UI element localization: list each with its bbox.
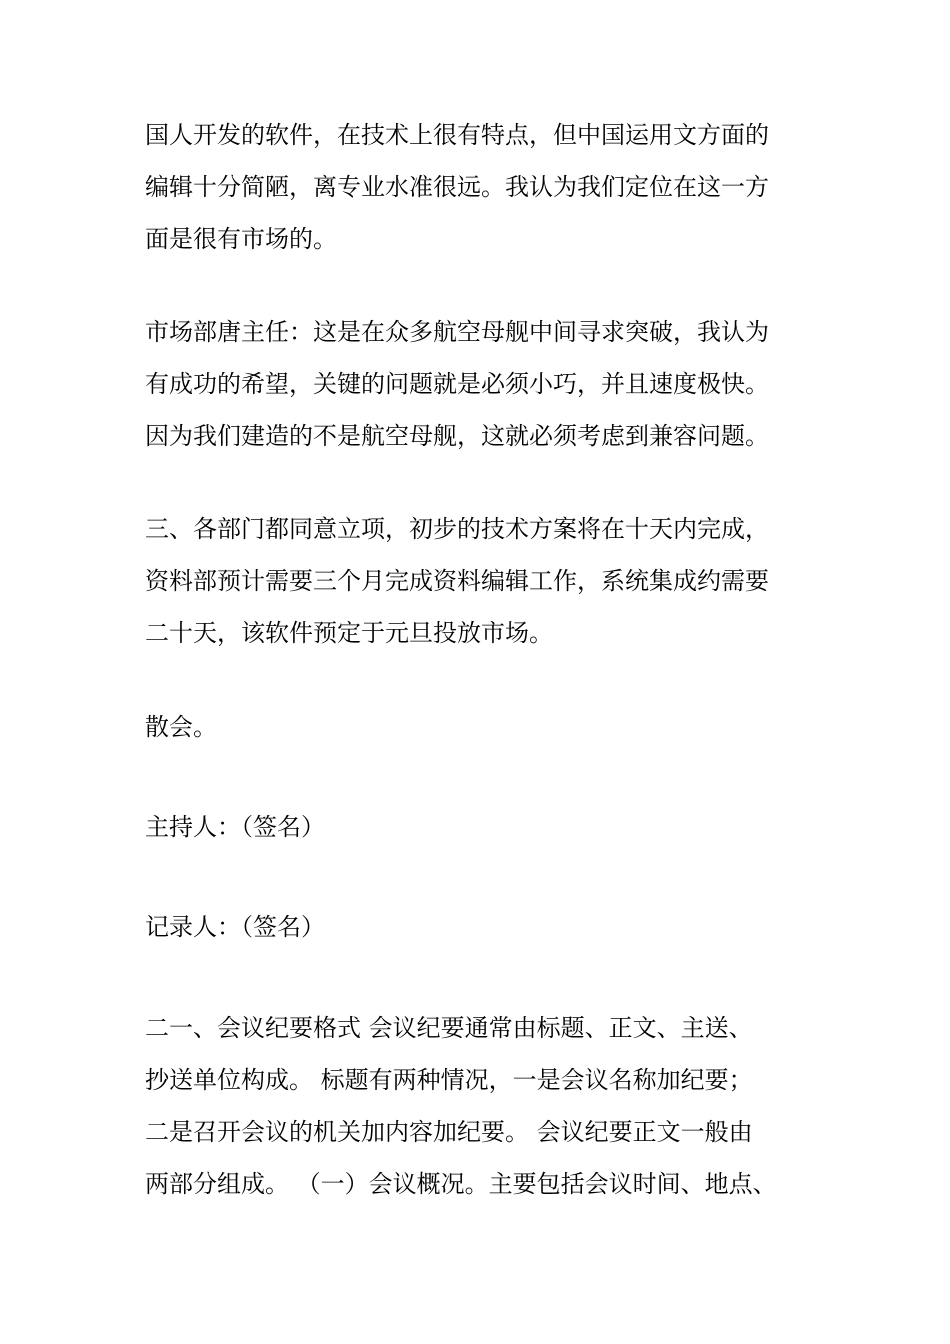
text-line: 主持人：（签名）: [145, 813, 325, 841]
text-line: 国人开发的软件，在技术上很有特点，但中国运用文方面的: [145, 121, 769, 149]
paragraph-adjourn: [145, 701, 825, 753]
text-line: 有成功的希望，关键的问题就是必须小巧，并且速度极快。: [145, 370, 769, 398]
text-line: 两部分组成。 （一）会议概况。主要包括会议时间、地点、: [145, 1170, 777, 1198]
paragraph-resolution-three: [145, 503, 825, 659]
paragraph-recorder-signature: [145, 901, 825, 953]
text-line: 资料部预计需要三个月完成资料编辑工作，系统集成约需要: [145, 567, 769, 595]
text-line: 记录人：（签名）: [145, 913, 325, 941]
paragraph-host-signature: [145, 801, 825, 853]
text-line: 市场部唐主任：这是在众多航空母舰中间寻求突破，我认为: [145, 318, 769, 346]
text-line: 二是召开会议的机关加内容加纪要。 会议纪要正文一般由: [145, 1118, 753, 1146]
paragraph-market-director: [145, 306, 825, 462]
paragraph-minutes-format: [145, 1002, 825, 1210]
text-line: 三、各部门都同意立项，初步的技术方案将在十天内完成，: [145, 515, 769, 543]
text-line: 二十天，该软件预定于元旦投放市场。: [145, 619, 553, 647]
text-line: 散会。: [145, 713, 217, 741]
text-line: 因为我们建造的不是航空母舰，这就必须考虑到兼容问题。: [145, 422, 769, 450]
paragraph-software-positioning: [145, 109, 825, 265]
text-line: 编辑十分简陋，离专业水准很远。我认为我们定位在这一方: [145, 173, 769, 201]
text-line: 面是很有市场的。: [145, 225, 337, 253]
text-line: 二一、会议纪要格式 会议纪要通常由标题、正文、主送、: [145, 1014, 753, 1042]
text-line: 抄送单位构成。 标题有两种情况，一是会议名称加纪要；: [145, 1066, 753, 1094]
